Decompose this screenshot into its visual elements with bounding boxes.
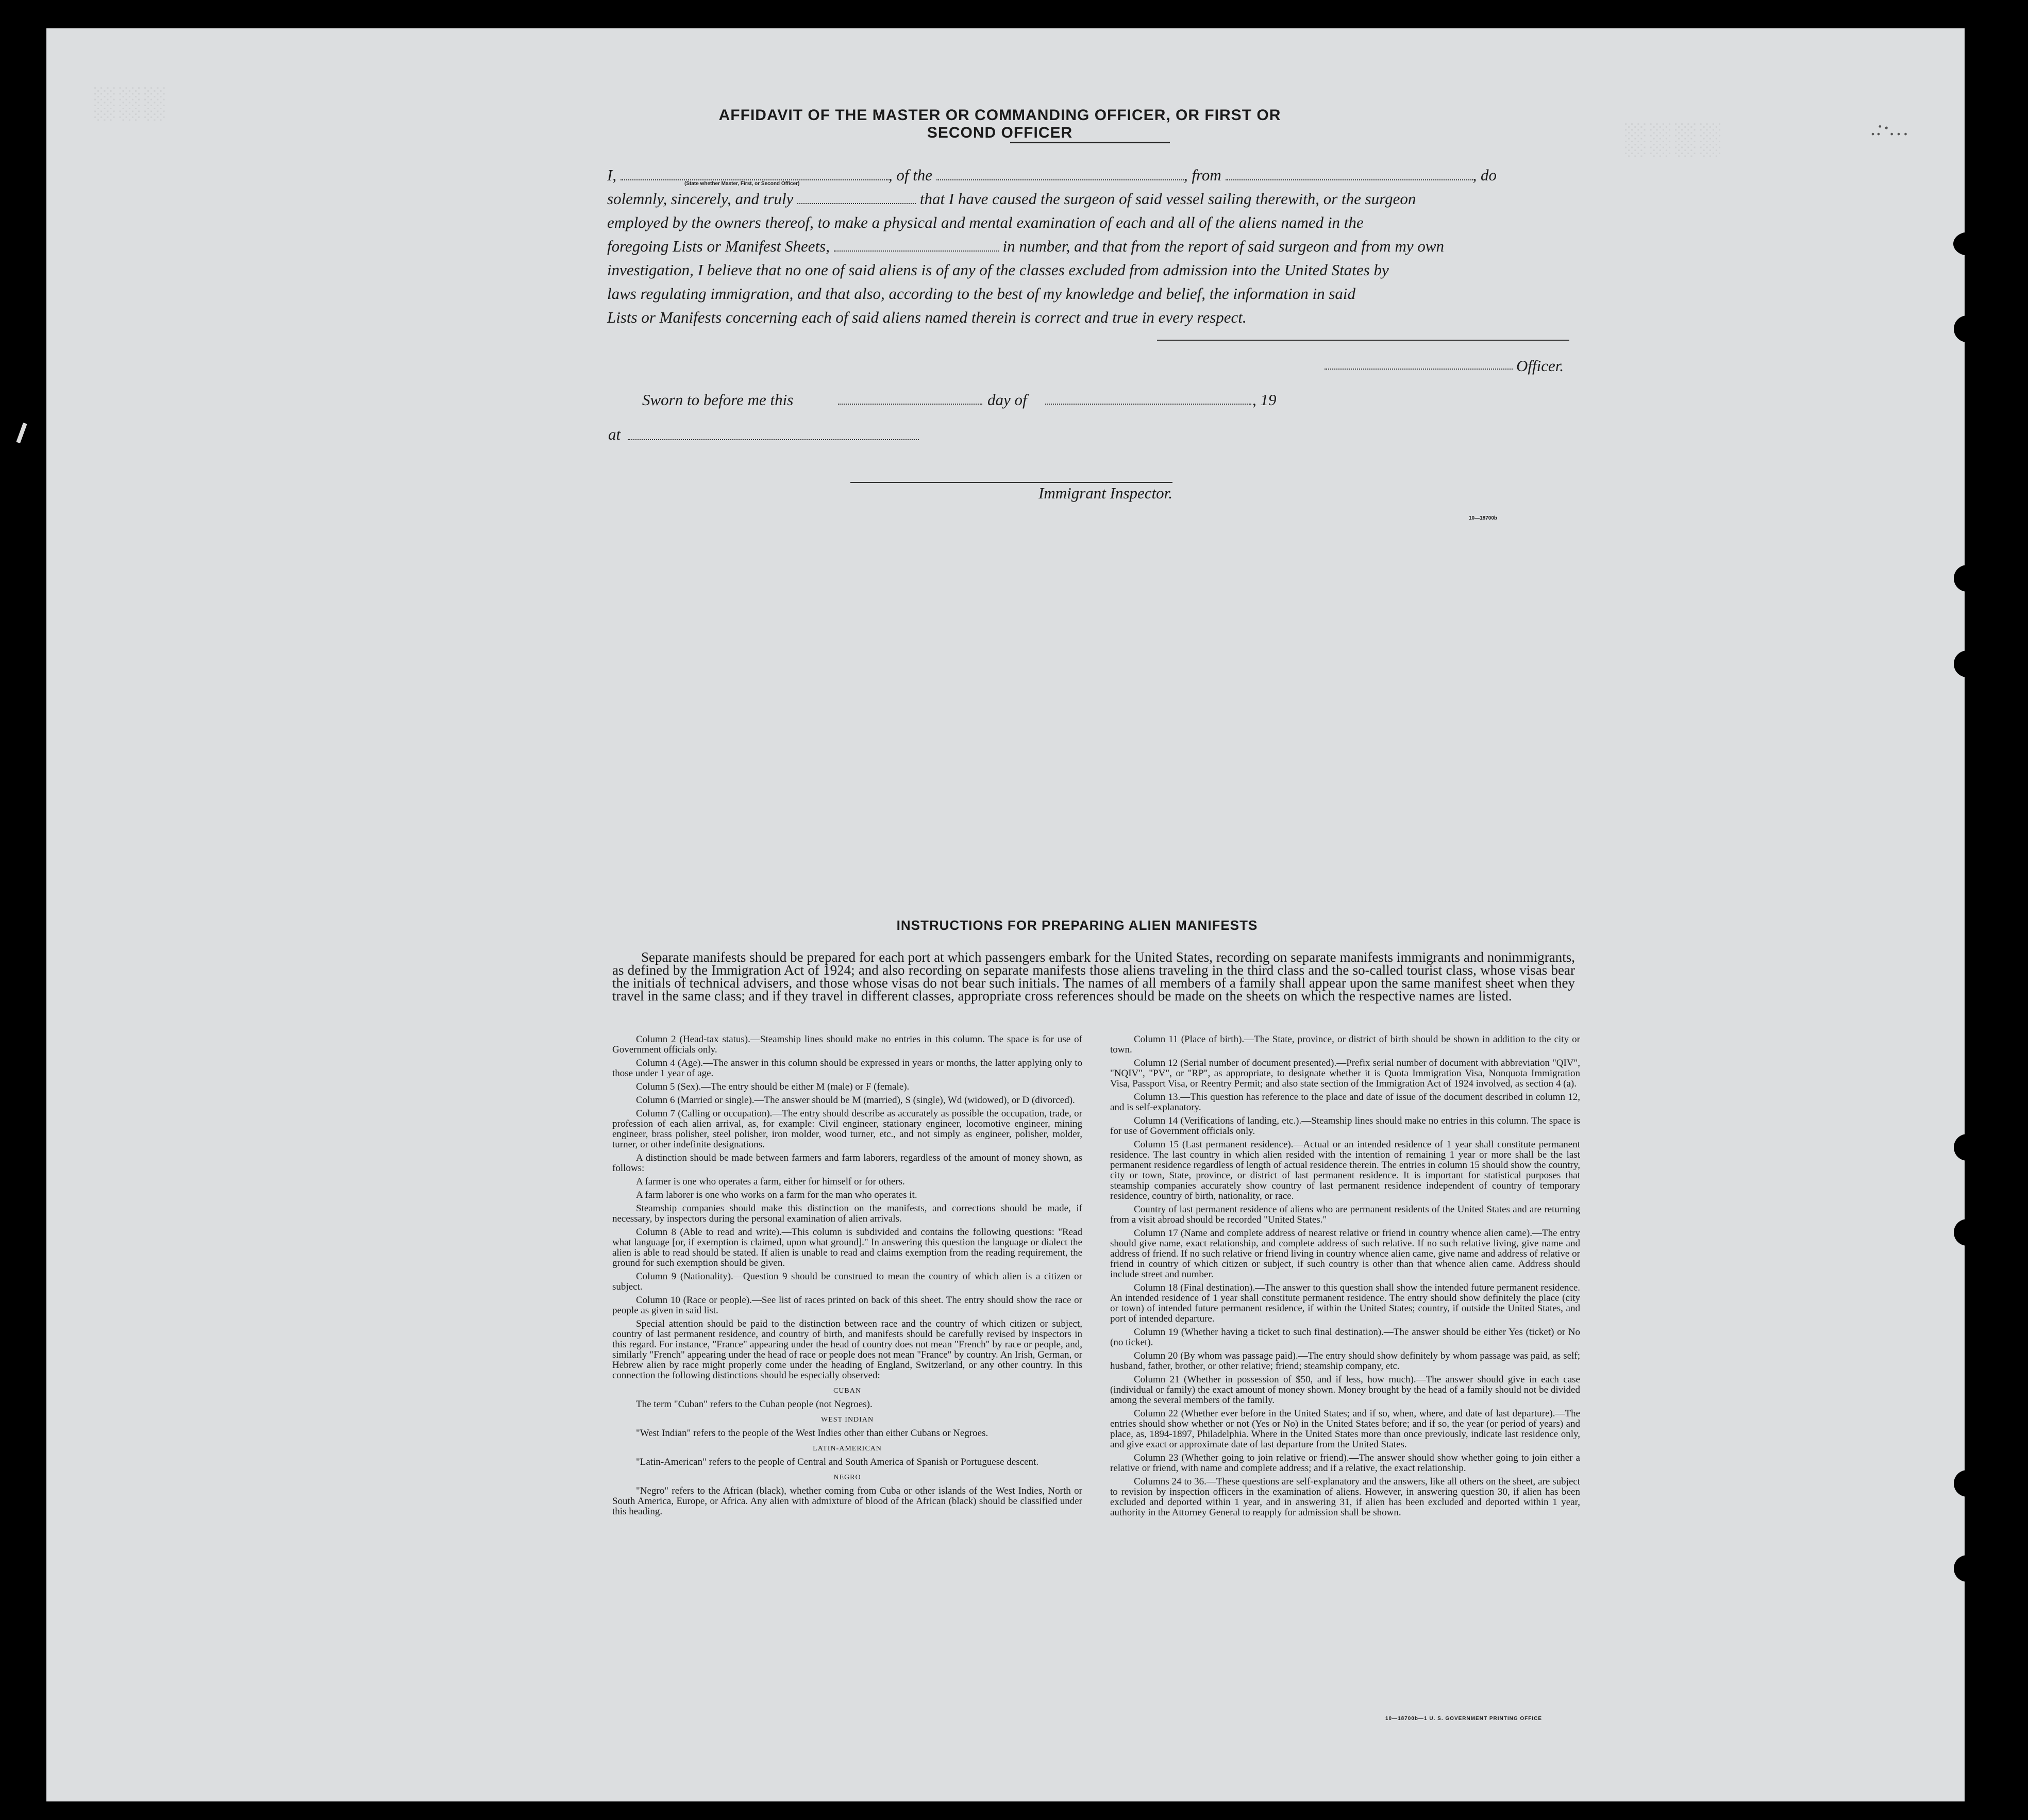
instruction-paragraph: Column 18 (Final destination).—The answer to this question shall show the intended future permanent residence. An intended residence of 1 year shall constitute permanent residence. The entry should show definitely the place (city or town) of intended future permanent residence, if within the United States; country, if outside the United States, and port of intended departure.: [1110, 1282, 1580, 1324]
instruction-paragraph: Column 14 (Verifications of landing, etc.).—Steamship lines should make no entries in this column. The space is for use of Government officials only.: [1110, 1115, 1580, 1137]
instruction-paragraph: "Latin-American" refers to the people of Central and South America of Spanish or Portuguese descent.: [636, 1457, 1039, 1467]
punch-hole: [1954, 1219, 1981, 1246]
instructions-right-column: [1110, 1034, 1580, 1521]
instruction-paragraph: Column 2 (Head-tax status).—Steamship lines should make no entries in this column. The space is for use of Government officials only.: [612, 1034, 1082, 1055]
punch-hole: [1953, 232, 1984, 256]
printing-office-footer: 10—18700b—1 U. S. GOVERNMENT PRINTING OFFICE: [1385, 1716, 1543, 1722]
sworn-label: Sworn to before me this: [642, 391, 794, 409]
instruction-paragraph: Country of last permanent residence of aliens who are permanent residents of the United States and are returning from a visit abroad should be recorded "United States.": [1110, 1204, 1580, 1225]
officer-signature-line: [1157, 340, 1569, 341]
port-from-blank: [1226, 166, 1473, 180]
officer-title-line: [1325, 369, 1513, 370]
affidavit-body: [607, 163, 1576, 329]
oath-form-blank: [797, 190, 916, 204]
section-heading: CUBAN: [833, 1387, 861, 1395]
punch-hole: [1954, 565, 1981, 592]
instruction-paragraph: Column 23 (Whether going to join relative or friend).—The answer should show whether going to join either a relative or friend, with name and complete address; and if a relative, the exact relationship.: [1110, 1452, 1580, 1474]
text-of-the: , of the: [888, 166, 933, 184]
instruction-paragraph: Column 8 (Able to read and write).—This column is subdivided and contains the following questions: "Read what language [or, if exemption is claimed, upon what ground]." In answering this question the language or dialect the alien is able to read should be stated. If alien is unable to read and claims exemption from the reading requirement, the ground for such exemption should be given.: [612, 1227, 1082, 1268]
instruction-paragraph: A distinction should be made between farmers and farm laborers, regardless of the amount of money shown, as follows:: [612, 1153, 1082, 1174]
instruction-paragraph: Column 17 (Name and complete address of nearest relative or friend in country whence alien came).—The entry should give name, exact relationship, and complete address of such relative. If no such relative living, give name and address of friend. If no such relative or friend living in country whence alien came, give name and address of relative or friend in country of which citizen or subject, if such country is other than that whence alien came. Address should include street and number.: [1110, 1228, 1580, 1280]
text-i: I,: [607, 166, 617, 184]
text-foregoing: foregoing Lists or Manifest Sheets,: [607, 237, 830, 255]
sworn-day-blank: [838, 404, 982, 405]
affidavit-line-7: Lists or Manifests concerning each of said aliens named therein is correct and true in every respect.: [607, 308, 1247, 326]
text-do: , do: [1472, 166, 1497, 184]
rank-instruction-note: (State whether Master, First, or Second Officer): [684, 181, 800, 187]
bleed-through-mark: ░░░: [93, 86, 168, 120]
form-number: 10—18700b: [1469, 515, 1498, 521]
affidavit-line-4: [607, 235, 1576, 258]
instruction-paragraph: Column 10 (Race or people).—See list of races printed on back of this sheet. The entry should show the race or people as given in said list.: [612, 1295, 1082, 1316]
instructions-title: INSTRUCTIONS FOR PREPARING ALIEN MANIFESTS: [896, 917, 1258, 933]
affidavit-title: AFFIDAVIT OF THE MASTER OR COMMANDING OFFICER, OR FIRST OR SECOND OFFICER: [718, 107, 1281, 141]
instruction-paragraph: "West Indian" refers to the people of the West Indies other than either Cubans or Negroes.: [636, 1428, 988, 1439]
text-from: , from: [1183, 166, 1221, 184]
punch-hole: [1954, 1555, 1981, 1582]
affidavit-line-3: employed by the owners thereof, to make a physical and mental examination of each and all of the aliens named in the: [607, 213, 1364, 231]
instruction-paragraph: Column 12 (Serial number of document presented).—Prefix serial number of document with abbreviation "QIV", "NQIV", "PV", or "RP", as appropriate, to designate whether it is Quota Immigration Visa, Nonquota Immigration Visa, Passport Visa, or Reentry Permit; and also state section of the Immigration Act of 1924 involved, as section 4 (a).: [1110, 1058, 1580, 1089]
section-heading: WEST INDIAN: [820, 1416, 874, 1424]
instruction-paragraph: Column 6 (Married or single).—The answer should be M (married), S (single), Wd (widowed), or D (divorced).: [636, 1095, 1075, 1106]
inspector-label: Immigrant Inspector.: [1038, 484, 1173, 502]
day-of-label: day of: [987, 391, 1027, 409]
instruction-paragraph: Column 4 (Age).—The answer in this column should be expressed in years or months, the latter applying only to those under 1 year of age.: [612, 1058, 1082, 1079]
section-heading: NEGRO: [833, 1474, 861, 1481]
at-label: at: [608, 425, 621, 443]
title-underline: [1010, 142, 1170, 143]
instruction-paragraph: The term "Cuban" refers to the Cuban people (not Negroes).: [636, 1399, 873, 1410]
inspector-signature-line: [850, 482, 1172, 483]
affidavit-line-2: [607, 187, 1576, 211]
instruction-paragraph: Column 22 (Whether ever before in the United States; and if so, when, where, and date of last departure).—The entries should show whether or not (Yes or No) in the United States before; and if so, the year (or period of years) and place, as, 1894-1897, Philadelphia. Where in the United States more than once previously, indicate last residence only, and give exact or approximate date of last departure from the United States.: [1110, 1408, 1580, 1450]
instruction-paragraph: Column 11 (Place of birth).—The State, province, or district of birth should be shown in addition to the city or town.: [1110, 1034, 1580, 1055]
instruction-paragraph: "Negro" refers to the African (black), whether coming from Cuba or other islands of the West Indies, North or South America, Europe, or Africa. Any alien with admixture of blood of the African (black) should be classified under this heading.: [612, 1485, 1082, 1517]
instruction-paragraph: Column 21 (Whether in possession of $50, and if less, how much).—The answer should give in each case (individual or family) the exact amount of money shown. Money brought by the head of a family should not be divided among the several members of the family.: [1110, 1374, 1580, 1406]
vessel-name-blank: [936, 166, 1184, 180]
punch-hole: [1954, 315, 1981, 342]
punch-hole: [1954, 1134, 1981, 1161]
section-heading: LATIN-AMERICAN: [813, 1445, 882, 1452]
instruction-paragraph: Columns 24 to 36.—These questions are self-explanatory and the answers, like all others on the sheet, are subject to revision by inspection officers in the examination of aliens. However, in answering question 30, if alien has been excluded and deported within 1 year, and in answering 31, if alien has been excluded and deported within 1 year, authority in the Attorney General to reapply for admission shall be shown.: [1110, 1476, 1580, 1518]
punch-hole: [1954, 650, 1981, 677]
officer-rank-blank: [621, 166, 889, 180]
sworn-place-blank: [628, 439, 919, 440]
text-in-number: in number, and that from the report of said surgeon and from my own: [1002, 237, 1445, 255]
edge-mark: [16, 423, 27, 443]
bleed-through-mark: ░░░░: [1623, 122, 1724, 156]
officer-label: Officer.: [1516, 357, 1564, 375]
instruction-paragraph: A farmer is one who operates a farm, either for himself or for others.: [636, 1176, 905, 1187]
instruction-paragraph: Column 13.—This question has reference to the place and date of issue of the document described in column 12, and is self-explanatory.: [1110, 1092, 1580, 1113]
instruction-paragraph: Column 7 (Calling or occupation).—The entry should describe as accurately as possible the occupation, trade, or profession of each alien arrival, as, for example: Civil engineer, stationary engineer, locomotive engineer, mining engineer, brass polisher, steel polisher, iron molder, wood turner, etc., and not simply as engineer, polisher, molder, turner, or other indefinite designations.: [612, 1108, 1082, 1150]
year-label: , 19: [1252, 391, 1277, 409]
instructions-left-column: [612, 1034, 1082, 1520]
punch-hole: [1954, 1470, 1981, 1497]
instruction-paragraph: Column 19 (Whether having a ticket to such final destination).—The answer should be either Yes (ticket) or No (no ticket).: [1110, 1327, 1580, 1348]
instruction-paragraph: Column 9 (Nationality).—Question 9 should be construed to mean the country of which alien is a citizen or subject.: [612, 1271, 1082, 1292]
instruction-paragraph: Steamship companies should make this distinction on the manifests, and corrections should be made, if necessary, by inspectors during the personal examination of alien arrivals.: [612, 1203, 1082, 1224]
text-surgeon: that I have caused the surgeon of said vessel sailing therewith, or the surgeon: [919, 190, 1416, 208]
instructions-intro: Separate manifests should be prepared for each port at which passengers embark for the United States, recording on separate manifests immigrants and nonimmigrants, as defined by the Immigration Act of 1924; and also recording on separate manifests those aliens traveling in the third class and the so-called tourist class, whose visas bear the initials of technical advisers, and those whose visas do not bear such initials. The names of all members of a family shall appear upon the same manifest sheet when they travel in the same class; and if they travel in different classes, appropriate cross references should be made on the sheets on which the respective names are listed.: [612, 949, 1575, 1004]
instruction-paragraph: Column 5 (Sex).—The entry should be either M (male) or F (female).: [636, 1081, 910, 1092]
instruction-paragraph: Column 20 (By whom was passage paid).—The entry should show definitely by whom passage was paid, as self; husband, father, brother, or other relative; friend; steamship company, etc.: [1110, 1350, 1580, 1372]
text-solemnly: solemnly, sincerely, and truly: [607, 190, 794, 208]
document-page: [46, 28, 1965, 1801]
affidavit-line-5: investigation, I believe that no one of said aliens is of any of the classes excluded from admission into the United States by: [607, 261, 1389, 279]
sworn-month-blank: [1045, 404, 1251, 405]
instruction-paragraph: A farm laborer is one who works on a farm for the man who operates it.: [636, 1190, 917, 1200]
sheet-count-blank: [834, 237, 999, 252]
pen-mark: .:⋅…: [1871, 116, 1908, 140]
instruction-paragraph: Special attention should be paid to the distinction between race and the country of which citizen or subject, country of last permanent residence, and country of birth, and manifests should be carefully revised by inspectors in this regard. For instance, "France" appearing under the head of country does not mean "French" by race or people, and, similarly "French" appearing under the head of race or people does not mean "France" by country. An Irish, German, or Hebrew alien by race might properly come under the heading of England, Switzerland, or any other country. In this connection the following distinctions should be especially observed:: [612, 1318, 1082, 1381]
instruction-paragraph: Column 15 (Last permanent residence).—Actual or an intended residence of 1 year shall constitute permanent residence. The last country in which alien resided with the intention of remaining 1 year or more shall be the last permanent residence regardless of length of actual residence therein. The entries in column 15 should show the country, city or town, State, province, or district of last permanent residence. It is important for statistical purposes that steamship companies accurately show country of last permanent residence independent of country of temporary residence, country of birth, nationality, or race.: [1110, 1139, 1580, 1201]
affidavit-line-6: laws regulating immigration, and that also, according to the best of my knowledge and belief, the information in said: [607, 285, 1356, 303]
